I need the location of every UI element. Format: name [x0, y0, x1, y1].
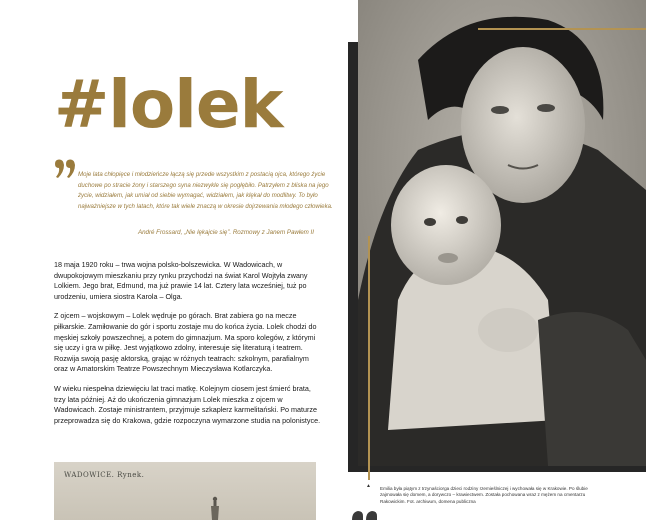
quote-mark-icon [350, 510, 380, 520]
page-title: #lolek [54, 66, 283, 143]
paragraph: 18 maja 1920 roku – trwa wojna polsko-bolszewicka. W Wadowicach, w dwupokojowym mieszkaniu przy rynku przychodzi na świat Karol Wojtyła zwany Lolkiem. Jego brat, Edmund, ma już prawie 14 lat. Cztery lata wcześniej, tuż po urodzeniu, umiera siostra Karola – Olga. [54, 260, 308, 301]
caption-marker-icon: ▲ [366, 483, 371, 489]
wadowice-photo-caption: WADOWICE. Rynek. [64, 471, 145, 479]
photo-caption: Emilia była piątym z trzynaściorga dzieci rodziny rzemieślniczej i wychowała się w Krakowie. Po ślubie zajmowała się domem, a dorywczo – krawiectwem. Została pochowana wraz z mężem na cmentarzu Rakowickim. Fot. archiwum, domena publiczna [380, 486, 588, 504]
decorative-line [368, 236, 370, 480]
wadowice-photo [54, 462, 316, 520]
quote-author: André Frossard, „Nie lękajcie się”. Rozmowy z Janem Pawłem II [137, 229, 314, 236]
body-text [54, 260, 322, 435]
church-tower-icon [208, 496, 222, 520]
quote-mark-icon [54, 158, 76, 188]
mother-and-baby-photo [358, 0, 646, 466]
decorative-line [478, 28, 646, 30]
paragraph: Z ojcem – wojskowym – Lolek wędruje po górach. Brat zabiera go na mecze piłkarskie. Zamiłowanie do gór i sportu zostaje mu do końca życia. Lolek chodzi do męskiej szkoły powszechnej, a potem do gimnazjum. Ma sporo kolegów, z którymi się uczy i gra w piłkę. Jest wyjątkowo zdolny, interesuje się literaturą i teatrem. Rozwija swoją pasję aktorską, grając w różnych teatrach: szkolnym, parafialnym oraz w Amatorskim Teatrze Powszechnym Mieczysława Kotlarczyka. [54, 311, 317, 374]
quote-text: Moje lata chłopięce i młodzieńcze łączą się przede wszystkim z postacią ojca, którego życie duchowe po stracie żony i starszego syna niezwykle się pogłębiło. Patrzyłem z bliska na jego życie, widziałem, jak umiał od siebie wymagać, widziałem, jak klękał do modlitwy. To było najważniejsze w tych latach, które tak wiele znaczą w okresie dojrzewania młodego człowieka. [78, 171, 333, 210]
paragraph: W wieku niespełna dziewięciu lat traci matkę. Kolejnym ciosem jest śmierć brata, trzy lata później. Aż do ukończenia gimnazjum Lolek mieszka z ojcem w Wadowicach. Zostaje ministrantem, przyjmuje szkaplerz karmelitański. Po maturze przeprowadza się do Krakowa, gdzie rozpoczyna wymarzone studia na polonistyce. [54, 383, 321, 425]
